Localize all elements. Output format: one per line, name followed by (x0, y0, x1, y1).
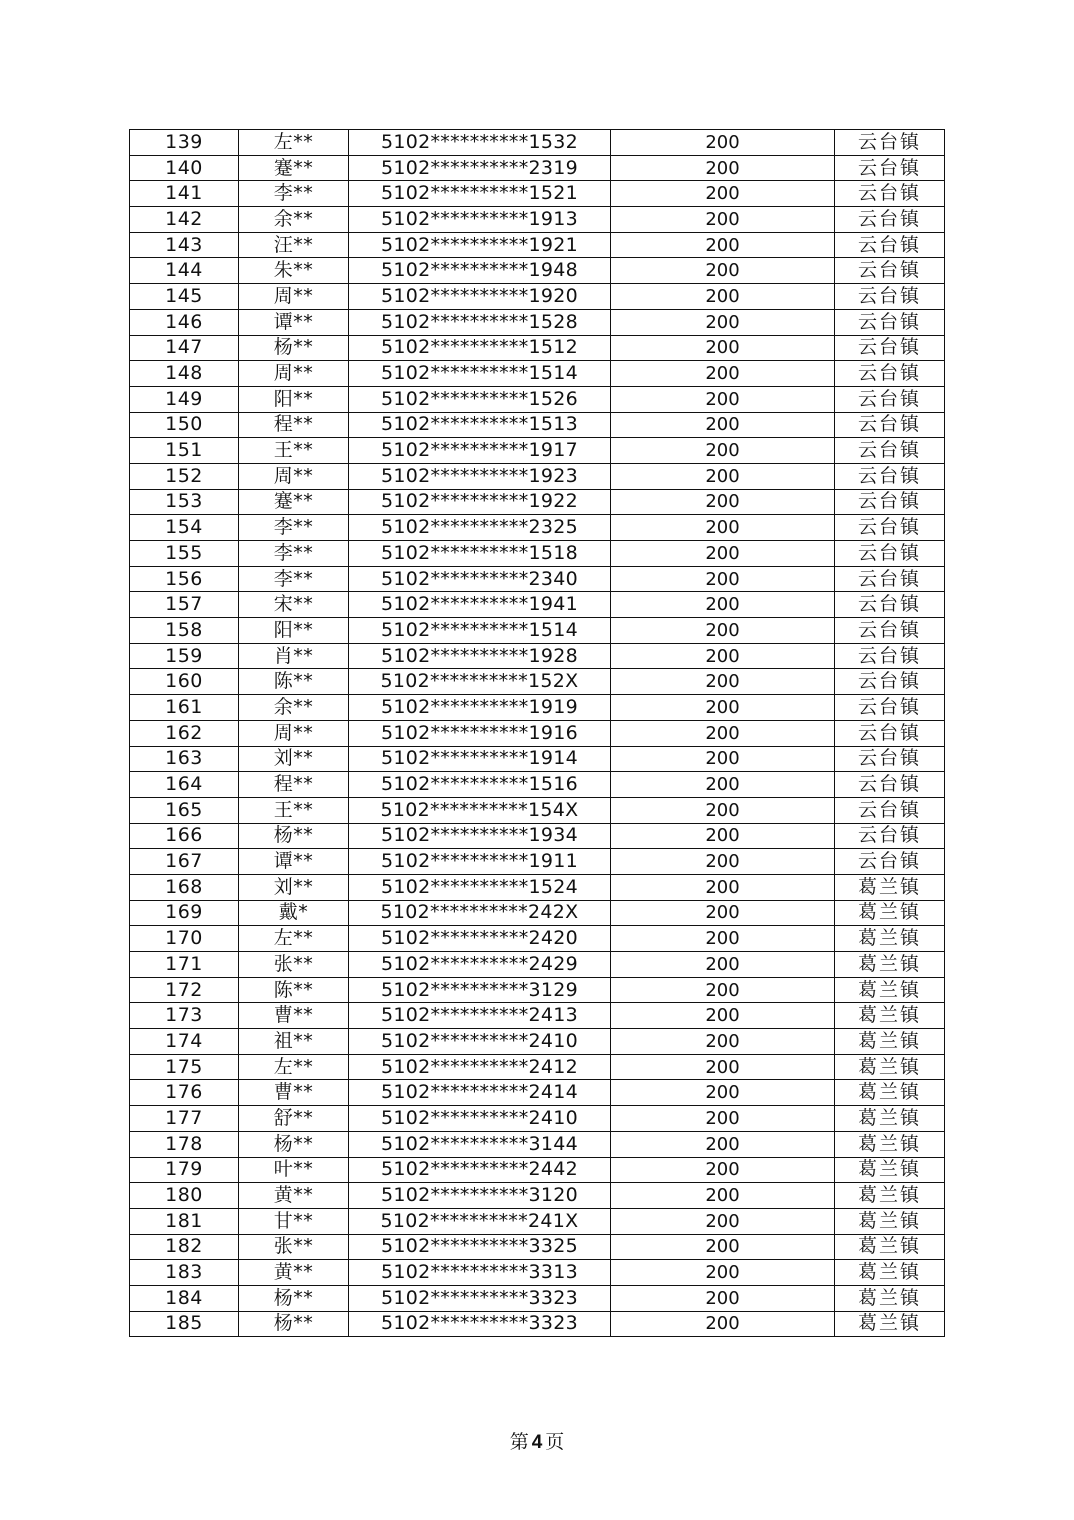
amount-cell: 200 (611, 258, 835, 284)
id-number-cell: 5102**********1914 (349, 746, 611, 772)
row-number-cell: 157 (130, 592, 239, 618)
amount-cell: 200 (611, 849, 835, 875)
amount-cell: 200 (611, 335, 835, 361)
town-cell: 云台镇 (835, 130, 945, 156)
id-number-cell: 5102**********3323 (349, 1285, 611, 1311)
town-cell: 葛兰镇 (835, 1054, 945, 1080)
table-row (130, 1234, 945, 1260)
town-cell: 葛兰镇 (835, 1285, 945, 1311)
row-number-cell: 152 (130, 463, 239, 489)
id-number-cell: 5102**********1928 (349, 643, 611, 669)
amount-cell: 200 (611, 232, 835, 258)
name-cell: 刘** (239, 874, 349, 900)
town-cell: 云台镇 (835, 566, 945, 592)
page-number: 4 (531, 1432, 543, 1453)
id-number-cell: 5102**********1521 (349, 181, 611, 207)
town-cell: 葛兰镇 (835, 977, 945, 1003)
table-row (130, 1054, 945, 1080)
row-number-cell: 143 (130, 232, 239, 258)
name-cell: 王** (239, 438, 349, 464)
name-cell: 谭** (239, 309, 349, 335)
table-row (130, 746, 945, 772)
id-number-cell: 5102**********1934 (349, 823, 611, 849)
table-row (130, 438, 945, 464)
amount-cell: 200 (611, 695, 835, 721)
row-number-cell: 170 (130, 926, 239, 952)
row-number-cell: 162 (130, 720, 239, 746)
id-number-cell: 5102**********2410 (349, 1106, 611, 1132)
amount-cell: 200 (611, 977, 835, 1003)
row-number-cell: 139 (130, 130, 239, 156)
town-cell: 云台镇 (835, 823, 945, 849)
id-number-cell: 5102**********1923 (349, 463, 611, 489)
amount-cell: 200 (611, 1260, 835, 1286)
table-row (130, 1157, 945, 1183)
row-number-cell: 141 (130, 181, 239, 207)
row-number-cell: 167 (130, 849, 239, 875)
table-row (130, 1080, 945, 1106)
name-cell: 黄** (239, 1260, 349, 1286)
row-number-cell: 154 (130, 515, 239, 541)
row-number-cell: 147 (130, 335, 239, 361)
name-cell: 李** (239, 541, 349, 567)
row-number-cell: 168 (130, 874, 239, 900)
name-cell: 蹇** (239, 489, 349, 515)
amount-cell: 200 (611, 1157, 835, 1183)
town-cell: 云台镇 (835, 618, 945, 644)
name-cell: 杨** (239, 1131, 349, 1157)
table-row (130, 1208, 945, 1234)
page-footer-prefix: 第 (509, 1431, 529, 1453)
town-cell: 葛兰镇 (835, 1183, 945, 1209)
amount-cell: 200 (611, 181, 835, 207)
row-number-cell: 183 (130, 1260, 239, 1286)
row-number-cell: 166 (130, 823, 239, 849)
row-number-cell: 156 (130, 566, 239, 592)
amount-cell: 200 (611, 1003, 835, 1029)
table-row (130, 1029, 945, 1055)
row-number-cell: 169 (130, 900, 239, 926)
id-number-cell: 5102**********2410 (349, 1029, 611, 1055)
row-number-cell: 177 (130, 1106, 239, 1132)
amount-cell: 200 (611, 386, 835, 412)
town-cell: 云台镇 (835, 309, 945, 335)
town-cell: 云台镇 (835, 592, 945, 618)
name-cell: 程** (239, 772, 349, 798)
roster-table-container (129, 129, 945, 1337)
town-cell: 云台镇 (835, 643, 945, 669)
id-number-cell: 5102**********1532 (349, 130, 611, 156)
town-cell: 葛兰镇 (835, 1208, 945, 1234)
town-cell: 云台镇 (835, 541, 945, 567)
amount-cell: 200 (611, 284, 835, 310)
table-row (130, 823, 945, 849)
name-cell: 周** (239, 361, 349, 387)
amount-cell: 200 (611, 1234, 835, 1260)
id-number-cell: 5102**********2420 (349, 926, 611, 952)
amount-cell: 200 (611, 746, 835, 772)
name-cell: 甘** (239, 1208, 349, 1234)
table-row (130, 695, 945, 721)
town-cell: 云台镇 (835, 232, 945, 258)
row-number-cell: 171 (130, 952, 239, 978)
row-number-cell: 155 (130, 541, 239, 567)
name-cell: 杨** (239, 1311, 349, 1337)
row-number-cell: 165 (130, 797, 239, 823)
row-number-cell: 176 (130, 1080, 239, 1106)
amount-cell: 200 (611, 438, 835, 464)
name-cell: 余** (239, 207, 349, 233)
name-cell: 李** (239, 515, 349, 541)
town-cell: 葛兰镇 (835, 1260, 945, 1286)
row-number-cell: 181 (130, 1208, 239, 1234)
amount-cell: 200 (611, 1080, 835, 1106)
name-cell: 朱** (239, 258, 349, 284)
town-cell: 云台镇 (835, 335, 945, 361)
row-number-cell: 180 (130, 1183, 239, 1209)
town-cell: 葛兰镇 (835, 1157, 945, 1183)
name-cell: 宋** (239, 592, 349, 618)
amount-cell: 200 (611, 1029, 835, 1055)
table-row (130, 155, 945, 181)
row-number-cell: 185 (130, 1311, 239, 1337)
id-number-cell: 5102**********1516 (349, 772, 611, 798)
name-cell: 舒** (239, 1106, 349, 1132)
row-number-cell: 163 (130, 746, 239, 772)
name-cell: 肖** (239, 643, 349, 669)
row-number-cell: 149 (130, 386, 239, 412)
amount-cell: 200 (611, 823, 835, 849)
roster-table (129, 129, 945, 1337)
town-cell: 云台镇 (835, 463, 945, 489)
page-footer (0, 1427, 1074, 1454)
name-cell: 阳** (239, 386, 349, 412)
amount-cell: 200 (611, 207, 835, 233)
amount-cell: 200 (611, 772, 835, 798)
town-cell: 葛兰镇 (835, 874, 945, 900)
name-cell: 黄** (239, 1183, 349, 1209)
id-number-cell: 5102**********3313 (349, 1260, 611, 1286)
table-row (130, 797, 945, 823)
town-cell: 云台镇 (835, 181, 945, 207)
table-row (130, 643, 945, 669)
town-cell: 葛兰镇 (835, 926, 945, 952)
name-cell: 余** (239, 695, 349, 721)
town-cell: 云台镇 (835, 284, 945, 310)
id-number-cell: 5102**********1911 (349, 849, 611, 875)
table-row (130, 361, 945, 387)
id-number-cell: 5102**********3120 (349, 1183, 611, 1209)
table-row (130, 1311, 945, 1337)
amount-cell: 200 (611, 309, 835, 335)
id-number-cell: 5102**********3323 (349, 1311, 611, 1337)
table-row (130, 772, 945, 798)
amount-cell: 200 (611, 1208, 835, 1234)
name-cell: 曹** (239, 1003, 349, 1029)
name-cell: 李** (239, 566, 349, 592)
table-row (130, 1183, 945, 1209)
id-number-cell: 5102**********1514 (349, 361, 611, 387)
table-row (130, 1106, 945, 1132)
id-number-cell: 5102**********2442 (349, 1157, 611, 1183)
amount-cell: 200 (611, 592, 835, 618)
amount-cell: 200 (611, 643, 835, 669)
town-cell: 云台镇 (835, 386, 945, 412)
id-number-cell: 5102**********1919 (349, 695, 611, 721)
town-cell: 葛兰镇 (835, 1234, 945, 1260)
town-cell: 云台镇 (835, 720, 945, 746)
name-cell: 谭** (239, 849, 349, 875)
id-number-cell: 5102**********152X (349, 669, 611, 695)
row-number-cell: 145 (130, 284, 239, 310)
row-number-cell: 164 (130, 772, 239, 798)
town-cell: 云台镇 (835, 515, 945, 541)
amount-cell: 200 (611, 155, 835, 181)
amount-cell: 200 (611, 874, 835, 900)
table-row (130, 207, 945, 233)
town-cell: 云台镇 (835, 746, 945, 772)
amount-cell: 200 (611, 618, 835, 644)
amount-cell: 200 (611, 1131, 835, 1157)
id-number-cell: 5102**********1526 (349, 386, 611, 412)
id-number-cell: 5102**********1913 (349, 207, 611, 233)
town-cell: 葛兰镇 (835, 900, 945, 926)
name-cell: 周** (239, 720, 349, 746)
id-number-cell: 5102**********241X (349, 1208, 611, 1234)
town-cell: 葛兰镇 (835, 1311, 945, 1337)
town-cell: 云台镇 (835, 361, 945, 387)
amount-cell: 200 (611, 1311, 835, 1337)
id-number-cell: 5102**********2413 (349, 1003, 611, 1029)
table-row (130, 463, 945, 489)
town-cell: 葛兰镇 (835, 1106, 945, 1132)
id-number-cell: 5102**********1524 (349, 874, 611, 900)
id-number-cell: 5102**********3129 (349, 977, 611, 1003)
amount-cell: 200 (611, 720, 835, 746)
town-cell: 葛兰镇 (835, 1080, 945, 1106)
id-number-cell: 5102**********1921 (349, 232, 611, 258)
table-row (130, 977, 945, 1003)
table-row (130, 335, 945, 361)
name-cell: 周** (239, 463, 349, 489)
id-number-cell: 5102**********2414 (349, 1080, 611, 1106)
id-number-cell: 5102**********1512 (349, 335, 611, 361)
town-cell: 云台镇 (835, 438, 945, 464)
amount-cell: 200 (611, 926, 835, 952)
amount-cell: 200 (611, 797, 835, 823)
table-row (130, 566, 945, 592)
table-row (130, 592, 945, 618)
name-cell: 阳** (239, 618, 349, 644)
table-row (130, 669, 945, 695)
name-cell: 李** (239, 181, 349, 207)
id-number-cell: 5102**********242X (349, 900, 611, 926)
row-number-cell: 175 (130, 1054, 239, 1080)
amount-cell: 200 (611, 361, 835, 387)
row-number-cell: 153 (130, 489, 239, 515)
table-row (130, 309, 945, 335)
name-cell: 左** (239, 926, 349, 952)
name-cell: 汪** (239, 232, 349, 258)
name-cell: 蹇** (239, 155, 349, 181)
name-cell: 杨** (239, 823, 349, 849)
name-cell: 张** (239, 952, 349, 978)
town-cell: 葛兰镇 (835, 1131, 945, 1157)
table-row (130, 284, 945, 310)
amount-cell: 200 (611, 515, 835, 541)
amount-cell: 200 (611, 566, 835, 592)
row-number-cell: 178 (130, 1131, 239, 1157)
id-number-cell: 5102**********1922 (349, 489, 611, 515)
id-number-cell: 5102**********1514 (349, 618, 611, 644)
table-row (130, 1285, 945, 1311)
row-number-cell: 142 (130, 207, 239, 233)
table-row (130, 926, 945, 952)
name-cell: 陈** (239, 669, 349, 695)
id-number-cell: 5102**********1916 (349, 720, 611, 746)
amount-cell: 200 (611, 130, 835, 156)
town-cell: 云台镇 (835, 772, 945, 798)
name-cell: 曹** (239, 1080, 349, 1106)
table-row (130, 849, 945, 875)
table-row (130, 1003, 945, 1029)
amount-cell: 200 (611, 412, 835, 438)
id-number-cell: 5102**********1917 (349, 438, 611, 464)
id-number-cell: 5102**********1920 (349, 284, 611, 310)
name-cell: 王** (239, 797, 349, 823)
town-cell: 云台镇 (835, 207, 945, 233)
table-row (130, 1131, 945, 1157)
town-cell: 云台镇 (835, 797, 945, 823)
name-cell: 叶** (239, 1157, 349, 1183)
id-number-cell: 5102**********2325 (349, 515, 611, 541)
id-number-cell: 5102**********154X (349, 797, 611, 823)
name-cell: 杨** (239, 335, 349, 361)
row-number-cell: 184 (130, 1285, 239, 1311)
name-cell: 杨** (239, 1285, 349, 1311)
row-number-cell: 158 (130, 618, 239, 644)
name-cell: 程** (239, 412, 349, 438)
row-number-cell: 161 (130, 695, 239, 721)
table-row (130, 386, 945, 412)
row-number-cell: 151 (130, 438, 239, 464)
id-number-cell: 5102**********2429 (349, 952, 611, 978)
amount-cell: 200 (611, 1054, 835, 1080)
town-cell: 葛兰镇 (835, 1029, 945, 1055)
table-row (130, 952, 945, 978)
row-number-cell: 144 (130, 258, 239, 284)
town-cell: 云台镇 (835, 669, 945, 695)
row-number-cell: 140 (130, 155, 239, 181)
table-row (130, 258, 945, 284)
town-cell: 云台镇 (835, 849, 945, 875)
row-number-cell: 150 (130, 412, 239, 438)
name-cell: 周** (239, 284, 349, 310)
amount-cell: 200 (611, 1106, 835, 1132)
town-cell: 云台镇 (835, 258, 945, 284)
row-number-cell: 173 (130, 1003, 239, 1029)
row-number-cell: 172 (130, 977, 239, 1003)
table-row (130, 900, 945, 926)
town-cell: 云台镇 (835, 155, 945, 181)
id-number-cell: 5102**********3144 (349, 1131, 611, 1157)
town-cell: 云台镇 (835, 412, 945, 438)
row-number-cell: 182 (130, 1234, 239, 1260)
id-number-cell: 5102**********3325 (349, 1234, 611, 1260)
id-number-cell: 5102**********1518 (349, 541, 611, 567)
table-row (130, 541, 945, 567)
id-number-cell: 5102**********1941 (349, 592, 611, 618)
amount-cell: 200 (611, 541, 835, 567)
table-row (130, 720, 945, 746)
row-number-cell: 146 (130, 309, 239, 335)
row-number-cell: 174 (130, 1029, 239, 1055)
name-cell: 左** (239, 1054, 349, 1080)
table-row (130, 489, 945, 515)
table-row (130, 618, 945, 644)
table-row (130, 515, 945, 541)
id-number-cell: 5102**********2340 (349, 566, 611, 592)
name-cell: 陈** (239, 977, 349, 1003)
id-number-cell: 5102**********2319 (349, 155, 611, 181)
amount-cell: 200 (611, 900, 835, 926)
id-number-cell: 5102**********1948 (349, 258, 611, 284)
row-number-cell: 179 (130, 1157, 239, 1183)
name-cell: 刘** (239, 746, 349, 772)
amount-cell: 200 (611, 669, 835, 695)
amount-cell: 200 (611, 463, 835, 489)
table-row (130, 181, 945, 207)
town-cell: 云台镇 (835, 489, 945, 515)
name-cell: 张** (239, 1234, 349, 1260)
town-cell: 葛兰镇 (835, 1003, 945, 1029)
name-cell: 戴* (239, 900, 349, 926)
table-row (130, 1260, 945, 1286)
town-cell: 葛兰镇 (835, 952, 945, 978)
id-number-cell: 5102**********2412 (349, 1054, 611, 1080)
name-cell: 祖** (239, 1029, 349, 1055)
town-cell: 云台镇 (835, 695, 945, 721)
page-footer-suffix: 页 (545, 1431, 565, 1453)
row-number-cell: 160 (130, 669, 239, 695)
table-row (130, 412, 945, 438)
id-number-cell: 5102**********1528 (349, 309, 611, 335)
name-cell: 左** (239, 130, 349, 156)
table-row (130, 232, 945, 258)
table-row (130, 874, 945, 900)
table-row (130, 130, 945, 156)
roster-table-body (130, 130, 945, 1337)
row-number-cell: 159 (130, 643, 239, 669)
amount-cell: 200 (611, 489, 835, 515)
amount-cell: 200 (611, 1183, 835, 1209)
id-number-cell: 5102**********1513 (349, 412, 611, 438)
amount-cell: 200 (611, 1285, 835, 1311)
row-number-cell: 148 (130, 361, 239, 387)
amount-cell: 200 (611, 952, 835, 978)
